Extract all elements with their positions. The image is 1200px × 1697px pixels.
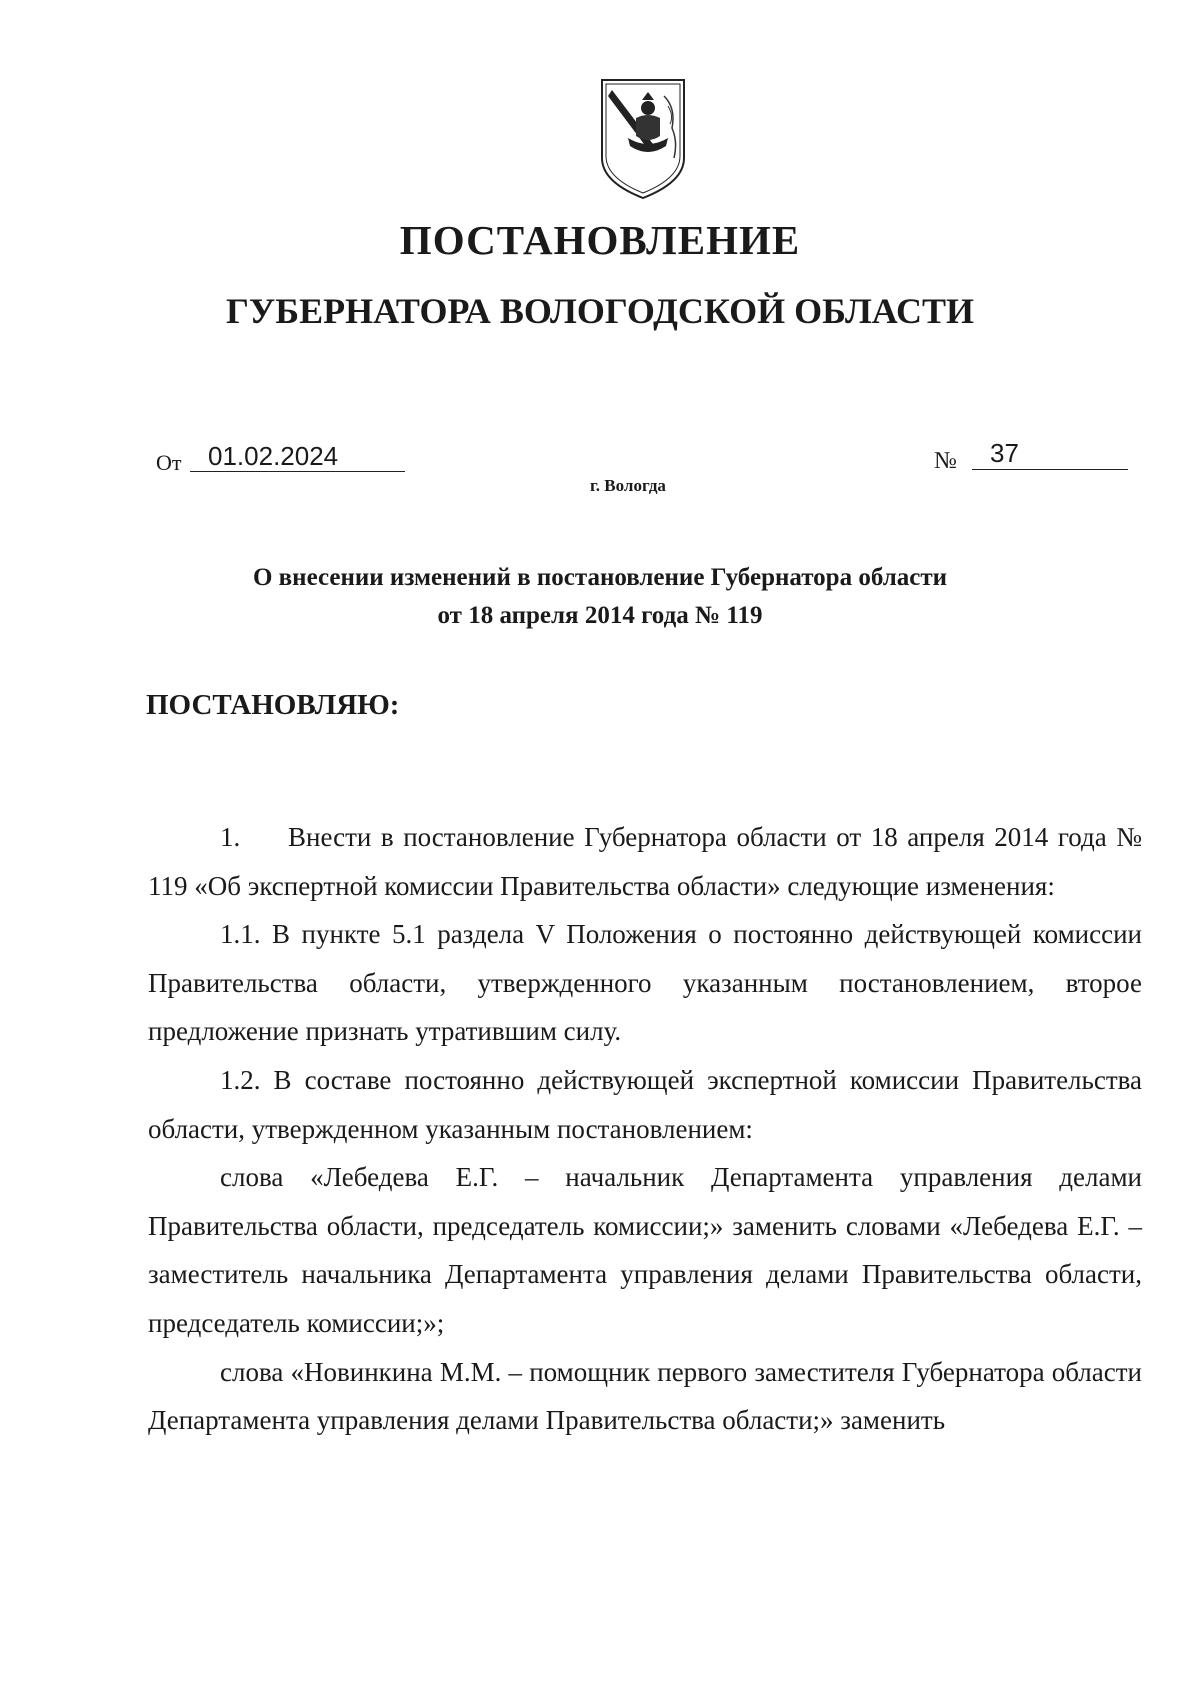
paragraph-1: 1. Внести в постановление Губернатора области от 18 апреля 2014 года № 119 «Об экспертной комиссии Правительства области» следующие изменения: (148, 822, 1142, 901)
date-label: От (156, 450, 182, 475)
paragraph-1-1: 1.1. В пункте 5.1 раздела V Положения о постоянно действующей комиссии Правительства области, утвержденного указанным постановлением, второе предложение признать утратившим силу. (148, 919, 1142, 1047)
city: г. Вологда (590, 476, 666, 495)
coat-of-arms-emblem (598, 78, 688, 200)
number-label: № (934, 448, 957, 474)
document-issuer: ГУБЕРНАТОРА ВОЛОГОДСКОЙ ОБЛАСТИ (225, 291, 975, 331)
document-body (148, 813, 1142, 1445)
paragraph-1-2: 1.2. В составе постоянно действующей экспертной комиссии Правительства области, утвержденном указанным постановлением: (148, 1064, 1142, 1144)
document-title: ПОСТАНОВЛЕНИЕ (399, 217, 801, 263)
document-date: 01.02.2024 (190, 443, 405, 472)
document-number: 37 (972, 440, 1128, 470)
paragraph-amendment-1: слова «Лебедева Е.Г. – начальник Департамента управления делами Правительства области, председатель комиссии;» заменить словами «Лебедева Е.Г. – заместитель начальника Департамента управления делами Правительства области, председатель комиссии;»; (148, 1162, 1142, 1338)
decree-heading: ПОСТАНОВЛЯЮ: (146, 689, 400, 721)
document-subject (0, 559, 1200, 635)
subject-line-1: О внесении изменений в постановление Губернатора области (252, 564, 948, 591)
paragraph-amendment-2: слова «Новинкина М.М. – помощник первого заместителя Губернатора области Департамента управления делами Правительства области;» заменить (148, 1356, 1142, 1436)
subject-line-2: от 18 апреля 2014 года № 119 (437, 602, 763, 629)
